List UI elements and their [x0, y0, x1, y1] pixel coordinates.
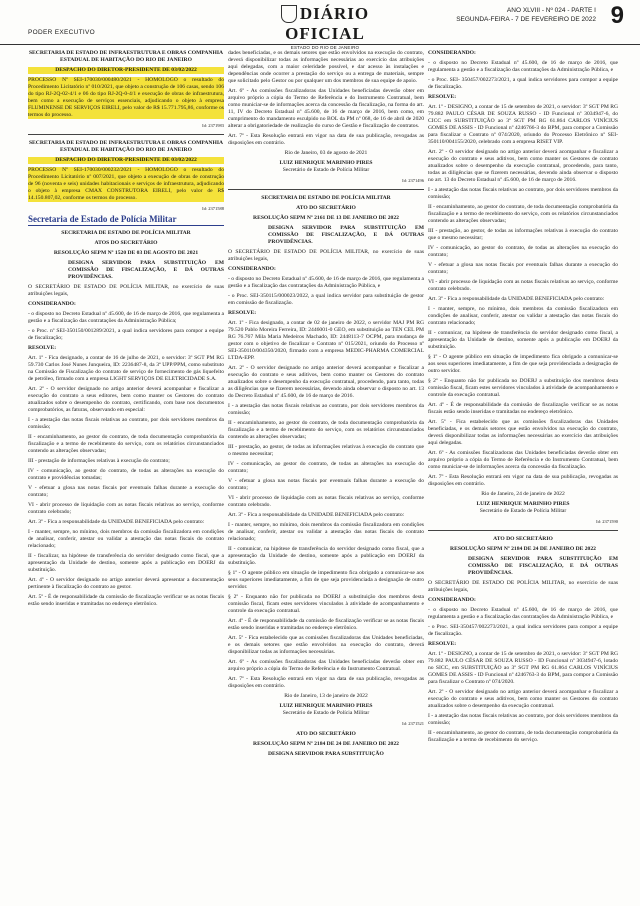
signer-name: LUIZ HENRIQUE MARINHO PIRES: [476, 501, 570, 507]
signature-date: Rio de Janeiro, 13 de janeiro de 2022: [284, 693, 368, 699]
id-code: Id: 2371496: [402, 178, 424, 183]
date-line: SEGUNDA-FEIRA - 7 DE FEVEREIRO DE 2022: [456, 16, 596, 23]
paragraph: II - comunicar, na hipótese de transferência do servidor designado como fiscal, que a apresentação da Unidade de destino, somente após a publicação em DOERJ da substituição.: [228, 546, 424, 566]
paragraph: Art. 1º - Fica designado, a contar de 16 de julho de 2021, o servidor: 3º SGT PM RG 59.730 Carlos José Nunes Junqueira, ID: 2236487-8, da 3ª UPP/PPM, como substituto na Comissão de Fiscalização do contrato de serviço de fornecimento de gás liquefeito de petróleo, firmado com a empresa LIGHT SERVIÇOS DE ELETRICIDADE S.A.: [28, 355, 224, 382]
paragraph: - o disposto no Decreto Estadual nº 45.600, de 16 de março de 2016, que regulamenta a gestão e a fiscalização das contratações da Administração Pública, e: [428, 607, 618, 620]
paragraph: § 2º - Enquanto não for publicada no DOERJ a substituição dos membros desta comissão fiscal, ficam estes servidores vinculados à atividade de acompanhamento e controle da execução contratual.: [228, 594, 424, 614]
paragraph: - o disposto no Decreto Estadual nº 45.600, de 16 de março de 2016, que regulamenta a gestão e a fiscalização das contratações da Administração Pública, e: [428, 60, 618, 73]
paragraph: O SECRETÁRIO DE ESTADO DE POLÍCIA MILITAR, no exercício de suas atribuições legais,: [228, 249, 424, 262]
crest-icon: [281, 5, 297, 23]
paragraph: Art. 7º - Esta Resolução entrará em vigor na data de sua publicação, revogadas as disposições em contrário.: [228, 133, 424, 146]
despacho-title: DESPACHO DO DIRETOR-PRESIDENTE DE 03/02/2022: [28, 157, 224, 164]
paragraph: II - encaminhamento, ao gestor do contrato, de toda documentação comprobatória da fiscalização e a termo de recebimento do serviço.: [428, 730, 618, 743]
resolution-title: RESOLUÇÃO SEPM Nº 2184 DE 24 DE JANEIRO DE 2022: [253, 741, 399, 747]
paragraph: I - a atestação das notas fiscais relativas ao contrato, por dois servidores membros da comissão;: [428, 187, 618, 200]
ato-title: ATO DO SECRETÁRIO: [296, 731, 356, 737]
signer-role: Secretário de Estado de Polícia Militar: [282, 167, 370, 173]
paragraph: I - a atestação das notas fiscais relativas ao contrato, por dois servidores membros da comissão;: [28, 417, 224, 430]
resolve-label: RESOLVE:: [28, 345, 57, 351]
despacho-title: DESPACHO DO DIRETOR-PRESIDENTE DE 03/02/2022: [28, 67, 224, 74]
paragraph: Art. 7º - Esta Resolução entrará em vigor na data de sua publicação, revogadas as disposições em contrário.: [428, 474, 618, 487]
paragraph: § 2º - Enquanto não for publicada no DOERJ a substituição dos membros desta comissão fiscal, ficam estes servidores vinculados à atividade de acompanhamento e controle da execução contratual.: [428, 378, 618, 398]
paragraph: V - efetuar a glosa nas notas fiscais por eventuais falhas durante a execução do contrato;: [28, 485, 224, 498]
resolve-label: RESOLVE:: [228, 310, 257, 316]
signer-role: Secretário de Estado de Polícia Militar: [479, 508, 567, 514]
considerando-label: CONSIDERANDO:: [228, 266, 276, 272]
paragraph: VI - abrir processo de liquidação com as notas fiscais relativas ao serviço, conforme contrato celebrado;: [28, 502, 224, 515]
paragraph: Art. 5º - Fica estabelecido que as comissões fiscalizadoras das Unidades beneficiadas, e os demais setores que estão envolvidos na execução do contrato, deverá disponibilizar todas as informações necessárias.: [228, 635, 424, 655]
column-2: [228, 50, 424, 761]
paragraph: IV - comunicação, ao gestor do contrato, de todas as alterações na execução do contrato;: [228, 461, 424, 474]
considerando-label: CONSIDERANDO:: [28, 301, 76, 307]
secretaria-heading: Secretaria de Estado de Polícia Militar: [28, 216, 224, 226]
paragraph: VI - abrir processo de liquidação com as notas fiscais relativas ao serviço, conforme contrato celebrado.: [428, 279, 618, 292]
paragraph: § 1º - O agente público em situação de impedimento fica obrigado a comunicar-se aos seus superiores imediatamente, a fim de que seja providenciada a designação de outro servidor.: [428, 354, 618, 374]
paragraph: O SECRETÁRIO DE ESTADO DE POLÍCIA MILITAR, no exercício de suas atribuições legais,: [428, 580, 618, 593]
paragraph: II - encaminhamento, ao gestor do contrato, de toda documentação comprobatória da fiscalização e a termo de recebimento do serviço, com os relatórios circunstanciados contendo as alterações observadas;: [228, 420, 424, 440]
paragraph: - o Proc. nº SEI-350150/001289/2021, a qual indica servidores para compor a equipe de fiscalização;: [28, 328, 224, 341]
page-header: [0, 0, 640, 50]
paragraph: II - fiscalizar, na hipótese de transferência do servidor designado como fiscal, que a apresentação da Unidade de destino, somente após a publicação em DOERJ da substituição.: [28, 553, 224, 573]
resolution-title: RESOLUÇÃO SEPM Nº 2161 DE 13 DE JANEIRO DE 2022: [253, 215, 399, 221]
paragraph: Art. 6º - As comissões fiscalizadoras das Unidades beneficiadas deverão obter em arquivo próprio a cópia do Termo de Referência e do Instrumento Contratual, bem como municiar-se de informações acerca da concessão da fiscalização, na forma do art. 11, IV do Decreto Estadual nº 45.600, de 16 de março de 2016, bem como, em cumprimento do mandamento esculpido no BOL da PM nº 068, de 16 de abril de 2020 alterar a obrigatoriedade de realização do curso de Gestão e fiscalização de contratos.: [228, 88, 424, 129]
resolve-label: RESOLVE:: [428, 641, 457, 647]
edition-info: [456, 6, 596, 24]
signer-role: Secretário de Estado de Polícia Militar: [282, 710, 370, 716]
paragraph: dades beneficiadas, e os demais setores que estão envolvidos na execução do contrato, deverá disponibilizar todas as informações necessárias ao exercício das atribuições aqui delegadas, com a maior celeridade possível, e dar acesso às instalações e dependências onde ocorrer a prestação do serviço ou a entrega de materiais, sempre que solicitado pelo Gestor ou por qualquer um dos membros de sua equipe de apoio.: [228, 50, 424, 84]
resolution-title: RESOLUÇÃO SEPM Nº 1520 DE 03 DE AGOSTO DE 2021: [53, 250, 199, 256]
paragraph: Art. 3º - Fica a responsabilidade da UNIDADE BENEFICIADA pelo contrato:: [428, 296, 605, 302]
section-title: SECRETARIA DE ESTADO DE INFRAESTRUTURA E OBRAS COMPANHIA ESTADUAL DE HABITAÇÃO DO RIO DE JANEIRO: [28, 50, 224, 63]
processo-paragraph: PROCESSO Nº SEI-170030/000480/2021 - HOMOLOGO o resultado do Procedimento Licitatório nº 010/2021, que objeto a construção de 106 casas, sendo 106 do tipo RJ-2Q-02-4/1 e 06 do tipo RJ-2Q-0-4/1 e execução de obras de infraestrutura, bem como a execução de serviços essenciais, adjudicando o objeto à empresa FLUMINENSE DE SERVIÇOS EIRELI, pelo valor de R$ 15.771.795,86, conforme os termos do processo.: [28, 77, 224, 118]
paragraph: Art. 3º - Fica a responsabilidade da UNIDADE BENEFICIADA pelo contrato:: [228, 512, 405, 518]
paragraph: Art. 4º - É de responsabilidade da comissão de fiscalização verificar se as notas fiscais estão sendo inseridas e tramitadas no endereço eletrônico.: [428, 402, 618, 415]
paragraph: - o Proc. SEI- 350457/002273/2021, a qual indica servidores para compor a equipe de fiscalização.: [428, 77, 618, 90]
resolution-title: RESOLUÇÃO SEPM Nº 2184 DE 24 DE JANEIRO DE 2022: [450, 546, 596, 552]
id-code: Id: 2371590: [596, 519, 618, 524]
logo-subtitle: ESTADO DO RIO DE JANEIRO: [290, 45, 360, 50]
signature-date: Rio de Janeiro, 03 de agosto de 2021: [284, 150, 368, 156]
divider: [428, 530, 618, 531]
signer-name: LUIZ HENRIQUE MARINHO PIRES: [279, 160, 373, 166]
ato-title: ATO DO SECRETÁRIO: [296, 205, 356, 211]
divider: [228, 189, 424, 190]
paragraph: VI - abrir processo de liquidação com as notas fiscais relativas ao serviço, conforme contrato celebrado.: [228, 495, 424, 508]
paragraph: - o disposto no Decreto Estadual nº 45.600, de 16 de março de 2016, que regulamenta a gestão e a fiscalização das contratações da Administração Pública;: [28, 311, 224, 324]
resolution-designation: DESIGNA SERVIDOR PARA SUBSTITUIÇÃO: [268, 751, 384, 757]
paragraph: V - efetuar a glosa nas notas fiscais por eventuais falhas durante a execução do contrato;: [228, 478, 424, 491]
column-1: [28, 50, 224, 611]
resolution-designation: DESIGNA SERVIDOR PARA SUBSTITUIÇÃO EM COMISSÃO DE FISCALIZAÇÃO, E DÁ OUTRAS PROVIDÊNCIAS.: [268, 225, 424, 245]
paragraph: II - encaminhamento, ao gestor do contrato, de toda documentação comprobatória da fiscalização e a termo de recebimento do serviço, com os relatórios circunstanciados contendo as alterações observadas;: [428, 204, 618, 224]
paragraph: Art. 1º - DESIGNO, a contar de 15 de setembro de 2021, o servidor: 3º SGT PM RG 79.882 PAULO CÉSAR DE SOUZA RUSSO - ID Funcional nº 3034947-6, do CICC em SUBSTITUIÇÃO ao 3º SGT PM RG 61.864 CARLOS VINÍCIUS GOMES DE ASSIS - ID Funcional nº 4246766-3 do BPM, para compor a Comissão para fiscalizar o Contrato nº 074/2020, oriundo do Processo Eletrônico nº SEI-350110/004155/2020, celebrado com a empresa RISET VIP.: [428, 104, 618, 145]
paragraph: Art. 2º - O servidor designado no artigo anterior deverá acompanhar e fiscalizar a execução do contrato e seus aditivos, bem como manter os Gestores do contrato atualizados sobre o desempenho da execução contratual.: [428, 689, 618, 709]
paragraph: - o Proc. SEI-350115/000023/2022, a qual indica servidor para substituição de gestor em comissão de fiscalização.: [228, 293, 424, 306]
paragraph: Art. 7º - Esta Resolução entrará em vigor na data de sua publicação, revogadas as disposições em contrário.: [228, 676, 424, 689]
id-code: Id: 2371588: [202, 206, 224, 211]
column-3: [428, 50, 618, 747]
paragraph: Art. 3º - Fica a responsabilidade da UNIDADE BENEFICIADA pelo contrato:: [28, 519, 205, 525]
paragraph: Art. 1º - DESIGNO, a contar de 15 de setembro de 2021, o servidor: 3º SGT PM RG 79.882 PAULO CÉSAR DE SOUZA RUSSO - ID Funcional nº 3034947-6, lotado no SICC, em SUBSTITUIÇÃO ao 3º SGT PM RG 61.864 CARLOS VINÍCIUS GOMES DE ASSIS - ID Funcional nº 4246763-3 do BPM, para compor a Comissão para fiscalizar o Contrato nº 074/2020.: [428, 651, 618, 685]
paragraph: III - prestação, ao gestor, de todas as informações relativas à execução do contrato que o mesmo necessitar;: [428, 228, 618, 241]
paragraph: Art. 2º - O servidor designado no artigo anterior deverá acompanhar e fiscalizar a execução do contrato a seus editores, bem como manter os Gestores do contrato atualizados sobre o desempenho do contrato, certificando, com base nos documentos comprobatórios, as faturas, observando em especial:: [28, 386, 224, 413]
paragraph: O SECRETÁRIO DE ESTADO DE POLÍCIA MILITAR, no exercício de suas atribuições legais,: [28, 284, 224, 297]
edition-line: ANO XLVIII - Nº 024 - PARTE I: [506, 7, 596, 14]
paragraph: Art. 5º - Fica estabelecido que as comissões fiscalizadoras das Unidades beneficiadas, e os demais setores que estão envolvidos na execução do contrato, deverá disponibilizar todas as informações necessárias ao exercício das atribuições aqui delegadas.: [428, 419, 618, 446]
considerando-label: CONSIDERANDO:: [428, 50, 476, 56]
paragraph: Art. 4º - O servidor designado no artigo anterior deverá apresentar a documentação pertinente à fiscalização do contrato ao gestor.: [28, 577, 224, 590]
paragraph: Art. 4º - É de responsabilidade da comissão de fiscalização verificar se as notas fiscais estão sendo inseridas e tramitadas no endereço eletrônico.: [228, 618, 424, 631]
paragraph: I - manter, sempre, no mínimo, dois membros da comissão fiscalizadora em condições de analisar, conferir, atestar ou validar a atestação das notas fiscais do contrato relacionado;: [228, 522, 424, 542]
paragraph: - o Proc. SEI-350457/002273/2021, a qual indica servidores para compor a equipe de fiscalização.: [428, 624, 618, 637]
paragraph: IV - comunicação, ao gestor do contrato, de todas as alterações na execução do contrato;: [428, 245, 618, 258]
paragraph: Art. 2º - O servidor designado no artigo anterior deverá acompanhar e fiscalizar a execução do contrato e seus aditivos, bem como manter os Gestores do contrato atualizados sobre o desempenho da execução contratual, procedendo, para tanto, todas as diligências que se fizerem necessárias, devendo ainda observar o disposto no art. 13 do Decreto Estadual nº 45.600, de 16 de março de 2016.: [228, 365, 424, 399]
considerando-label: CONSIDERANDO:: [428, 597, 476, 603]
section-label: PODER EXECUTIVO: [28, 29, 95, 36]
ato-title: ATO DO SECRETÁRIO: [493, 536, 553, 542]
newspaper-logo: [250, 4, 400, 50]
paragraph: Art. 6º - As comissões fiscalizadoras das Unidades beneficiadas deverão obter em arquivo próprio a cópia do Termo de Referência e do Instrumento Contratual, bem como municiar-se de informações acerca da concessão da fiscalização.: [428, 450, 618, 470]
paragraph: II - comunicar, na hipótese de transferência do servidor designado como fiscal, a apresentação da Unidade de destino, somente após a publicação em DOERJ da substituição.: [428, 330, 618, 350]
paragraph: III - prestação, ao gestor, de todas as informações relativas à execução do contrato que o mesmo necessitar;: [228, 444, 424, 457]
paragraph: I - a atestação das notas fiscais relativas ao contrato, por dois servidores membros da comissão;: [228, 403, 424, 416]
paragraph: IV - comunicação, ao gestor do contrato, de todas as alterações na execução do contrato e providências tomadas;: [28, 468, 224, 481]
logo-title: DIÁRIO OFICIAL: [285, 4, 370, 43]
page-number: 9: [610, 2, 624, 29]
paragraph: Art. 6º - As comissões fiscalizadoras das Unidades beneficiadas deverão obter em arquivo próprio a cópia do Termo de Referência e do Instrumento Contratual.: [228, 659, 424, 672]
processo-paragraph: PROCESSO Nº SEI-170030/000232/2021 - HOMOLOGO o resultado do Procedimento Licitatório nº 007/2021, que objeto a execução de obras de construção de 96 (noventa e seis) unidades habitacionais e serviços de infraestrutura, adjudicando o objeto à empresa CMAX CONSTRUTORA EIRELI, pelo valor de R$ 14.150.807,02, conforme os termos do processo.: [28, 167, 224, 201]
paragraph: I - a atestação das notas fiscais relativas ao contrato, por dois servidores membros da comissão;: [428, 713, 618, 726]
resolve-label: RESOLVE:: [428, 94, 457, 100]
resolution-designation: DESIGNA SERVIDOR PARA SUBSTITUIÇÃO EM COMISSÃO DE FISCALIZAÇÃO, E DÁ OUTRAS PROVIDÊNCIAS.: [68, 260, 224, 280]
ato-title: ATOS DO SECRETÁRIO: [94, 240, 158, 246]
paragraph: Art. 2º - O servidor designado no artigo anterior deverá acompanhar e fiscalizar a execução do contrato e seus aditivos, bem como manter os Gestores de contrato atualizados sobre o desempenho da execução contratual, procedendo, para tanto, todas as diligências que se fizerem necessárias, devendo ainda observar o disposto no art. 13 do Decreto Estadual nº 45.600, de 16 de março de 2016.: [428, 149, 618, 183]
section-title: SECRETARIA DE ESTADO DE INFRAESTRUTURA E OBRAS COMPANHIA ESTADUAL DE HABITAÇÃO DO RIO DE JANEIRO: [28, 140, 224, 153]
divider: [28, 134, 224, 135]
paragraph: V - efetuar a glosa nas notas fiscais por eventuais falhas durante a execução do contrato;: [428, 262, 618, 275]
paragraph: III - prestação de informações relativas à execução do contrato;: [28, 458, 170, 464]
signature-date: Rio de Janeiro, 24 de janeiro de 2022: [481, 491, 565, 497]
paragraph: I - manter, sempre, no mínimo, dois membros da comissão fiscalizadora em condições de analisar, conferir, atestar ou validar a atestação das notas fiscais do contrato relacionado;: [428, 306, 618, 326]
id-code: Id: 2371521: [402, 721, 424, 726]
id-code: Id: 2371983: [202, 123, 224, 128]
paragraph: I - manter, sempre, no mínimo, dois membros da comissão fiscalizadora em condições de analisar, conferir, atestar ou validar a atestação das notas fiscais do contrato relacionado;: [28, 529, 224, 549]
paragraph: - o disposto no Decreto Estadual nº 45.600, de 16 de março de 2016, que regulamenta a gestão e a fiscalização das contratações da Administração Pública, e: [228, 276, 424, 289]
paragraph: II - encaminhamento, ao gestor do contrato, de toda documentação comprobatória da fiscalização e a termo de recebimento do serviço, com os relatórios circunstanciados contendo as alterações observadas;: [28, 434, 224, 454]
secretaria-subtitle: SECRETARIA DE ESTADO DE POLÍCIA MILITAR: [61, 230, 191, 236]
paragraph: Art. 5º - É de responsabilidade da comissão de fiscalização verificar se as notas fiscais estão sendo inseridas e tramitadas no endereço eletrônico.: [28, 594, 224, 607]
paragraph: § 1º - O agente público em situação de impedimento fica obrigado a comunicar-se aos seus superiores imediatamente, a fim de que seja providenciada a designação de outro servidor.: [228, 570, 424, 590]
secretaria-subtitle: SECRETARIA DE ESTADO DE POLÍCIA MILITAR: [261, 195, 391, 201]
resolution-designation: DESIGNA SERVIDOR PARA SUBSTITUIÇÃO EM COMISSÃO DE FISCALIZAÇÃO, E DÁ OUTRAS PROVIDÊNCIAS.: [468, 556, 618, 576]
paragraph: Art. 1º - Fica designado, a contar de 02 de janeiro de 2022, o servidor MAJ PM RG 79.520 Pablo Moreira Ferreira, ID: 2446001-0 GEO, em substituição ao TEN CEL PM RG 76.767 Mila Maria Medeiros Machado, ID: 2448113-7 OCPM, para mudança de gestor com o objetivo de fiscalizar o Contrato nº 015/2021, oriundo do Processo nº SEI-350110/004350/2020, firmado com a empresa MEDIC-PHARMA COMERCIAL LTDA-EPP.: [228, 320, 424, 361]
signer-name: LUIZ HENRIQUE MARINHO PIRES: [279, 703, 373, 709]
